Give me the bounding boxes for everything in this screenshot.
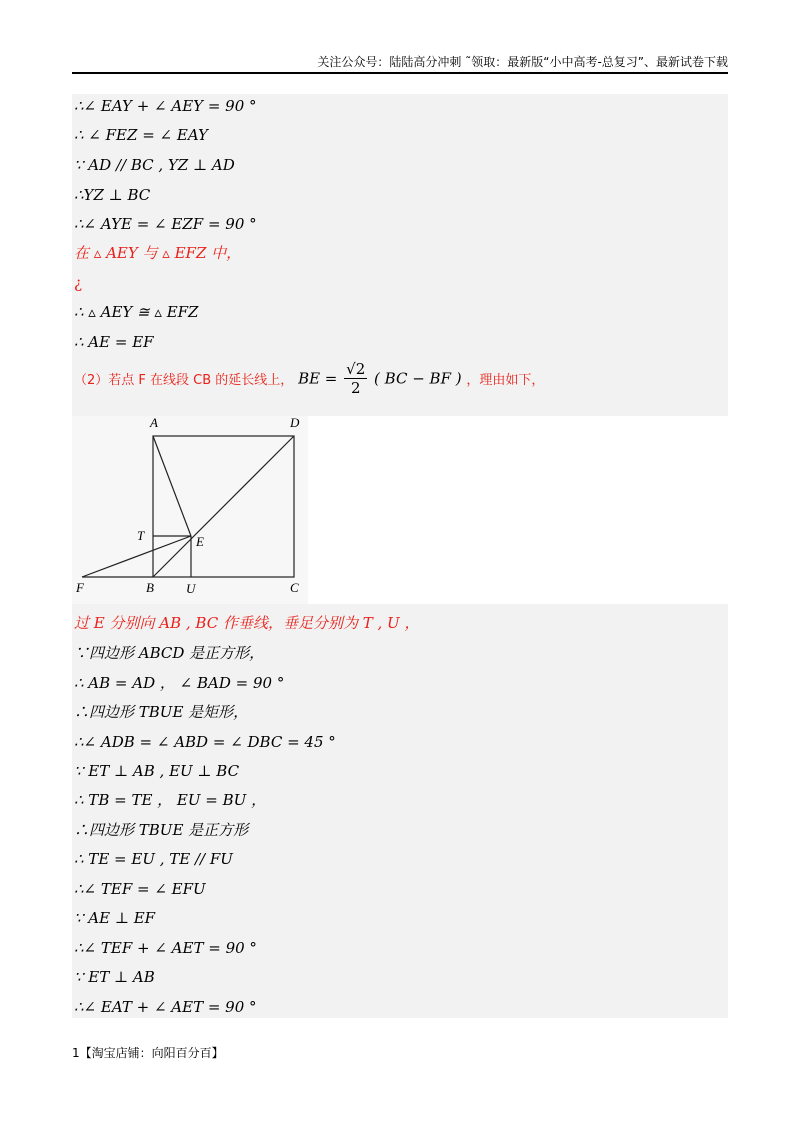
label-a: A (150, 416, 158, 430)
proof1-line-8: ∴ ▵ AEY ≅ ▵ EFZ (74, 303, 199, 321)
geometry-figure (72, 416, 308, 604)
proof1-line-4: ∴YZ ⊥ BC (74, 186, 151, 204)
label-c: C (290, 580, 299, 595)
proof1-line-9: ∴ AE = EF (74, 333, 154, 351)
proof1-line-2: ∴ ∠ FEZ = ∠ EAY (74, 126, 208, 144)
proof2-line-14: ∴∠ EAT + ∠ AET = 90 ° (74, 998, 257, 1016)
part2-suffix: ，理由如下， (466, 373, 545, 388)
proof1-line-7: ¿ (74, 274, 83, 292)
part2-paren: ( BC − BF ) (374, 369, 462, 388)
frac-denominator: 2 (350, 379, 361, 397)
proof2-line-2: ∵四边形 ABCD 是正方形， (74, 644, 265, 662)
proof2-line-9: ∴ TE = EU , TE // FU (74, 850, 233, 868)
proof1-line-1: ∴∠ EAY + ∠ AEY = 90 ° (74, 97, 257, 115)
proof2-line-1: 过 E 分别向 AB , BC 作垂线，垂足分别为 T , U ， (74, 614, 420, 632)
proof2-line-8: ∴四边形 TBUE 是正方形 (74, 821, 249, 839)
proof2-line-13: ∵ ET ⊥ AB (74, 968, 155, 986)
label-b: B (146, 580, 154, 595)
part2-prefix: （2）若点 F 在线段 CB 的延长线上， (74, 373, 294, 388)
part2-statement (74, 360, 544, 400)
header-divider (72, 72, 728, 74)
proof2-line-11: ∵ AE ⊥ EF (74, 909, 156, 927)
page-header: 关注公众号：陆陆高分冲刺 ˜领取：最新版“小中高考-总复习”、最新试卷下载 (317, 55, 728, 69)
part2-be: BE = (298, 369, 338, 388)
proof2-line-4: ∴四边形 TBUE 是矩形， (74, 703, 249, 721)
sqrt2-over-2 (344, 360, 367, 397)
label-u: U (186, 581, 196, 596)
proof2-line-5: ∴∠ ADB = ∠ ABD = ∠ DBC = 45 ° (74, 733, 336, 751)
proof1-line-6: 在 ▵ AEY 与 ▵ EFZ 中， (74, 244, 242, 262)
proof1-line-3: ∵ AD // BC , YZ ⊥ AD (74, 156, 235, 174)
proof2-line-12: ∴∠ TEF + ∠ AET = 90 ° (74, 939, 257, 957)
label-f: F (76, 580, 84, 595)
proof2-line-7: ∴ TB = TE ， EU = BU ， (74, 791, 267, 809)
page-footer: 1【淘宝店铺：向阳百分百】 (72, 1046, 224, 1060)
proof2-line-3: ∴ AB = AD ， ∠ BAD = 90 ° (74, 674, 285, 692)
label-d: D (290, 416, 300, 430)
proof1-line-5: ∴∠ AYE = ∠ EZF = 90 ° (74, 215, 257, 233)
proof2-line-6: ∵ ET ⊥ AB , EU ⊥ BC (74, 762, 240, 780)
proof2-line-10: ∴∠ TEF = ∠ EFU (74, 880, 206, 898)
label-e: E (196, 534, 204, 549)
label-t: T (137, 528, 145, 543)
frac-numerator: √2 (346, 360, 366, 378)
